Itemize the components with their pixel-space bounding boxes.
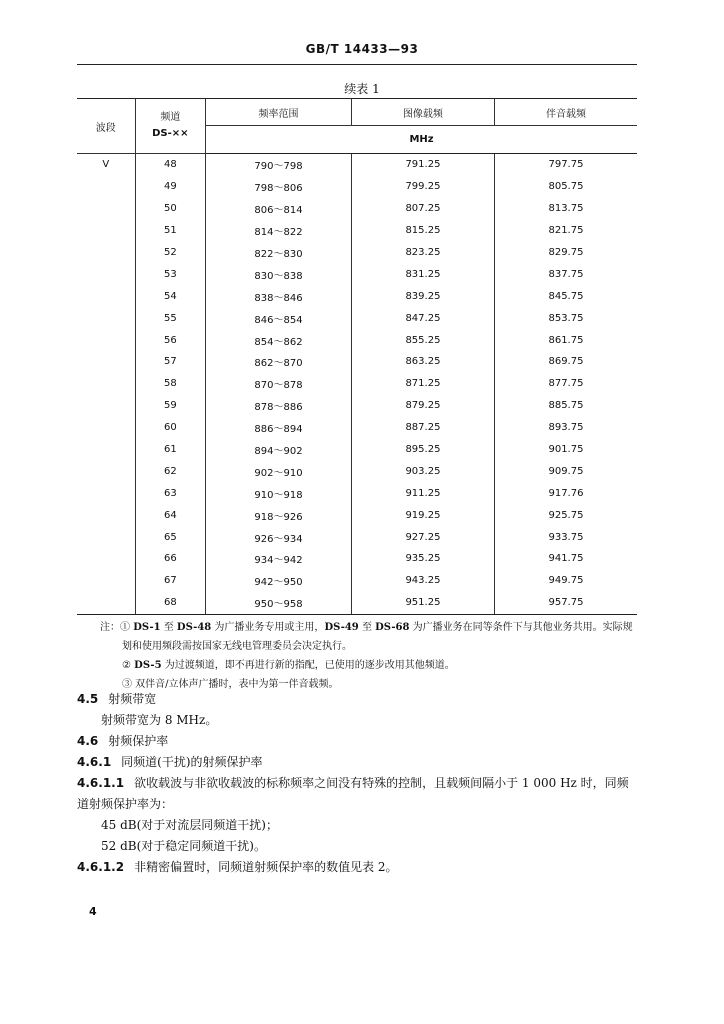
range-cell: 950～958 <box>206 592 352 614</box>
sound-carrier-cell: 917.76 <box>494 482 637 504</box>
band-cell <box>77 417 135 439</box>
table-row <box>77 242 637 264</box>
picture-carrier-cell: 871.25 <box>351 373 494 395</box>
sound-carrier-cell: 853.75 <box>494 307 637 329</box>
band-cell <box>77 351 135 373</box>
table-notes <box>100 618 640 694</box>
section-4-6-1-2-text: 4.6.1.2 非精密偏置时，同频道射频保护率的数值见表 2。 <box>77 860 398 874</box>
range-cell: 838～846 <box>206 285 352 307</box>
picture-carrier-cell: 807.25 <box>351 198 494 220</box>
channel-cell: 53 <box>135 263 206 285</box>
sound-carrier-cell: 877.75 <box>494 373 637 395</box>
note-1-continued: 划和使用频段需按国家无线电管理委员会决定执行。 <box>122 641 352 652</box>
section-4-5-text: 射频带宽为 8 MHz。 <box>101 713 218 727</box>
sound-carrier-cell: 957.75 <box>494 592 637 614</box>
section-4-6-heading: 4.6 射频保护率 <box>77 734 169 748</box>
picture-carrier-cell: 935.25 <box>351 548 494 570</box>
table-row <box>77 548 637 570</box>
channel-cell: 57 <box>135 351 206 373</box>
range-cell: 870～878 <box>206 373 352 395</box>
sound-carrier-cell: 941.75 <box>494 548 637 570</box>
section-4-5-heading: 4.5 射频带宽 <box>77 692 157 706</box>
table-row <box>77 439 637 461</box>
sound-carrier-cell: 901.75 <box>494 439 637 461</box>
channel-cell: 67 <box>135 570 206 592</box>
picture-carrier-cell: 895.25 <box>351 439 494 461</box>
header-band: 波段 <box>77 99 135 154</box>
range-cell: 862～870 <box>206 351 352 373</box>
range-cell: 854～862 <box>206 329 352 351</box>
range-cell: 878～886 <box>206 395 352 417</box>
channel-cell: 49 <box>135 176 206 198</box>
header-range: 频率范围 <box>206 99 352 126</box>
sound-carrier-cell: 837.75 <box>494 263 637 285</box>
picture-carrier-cell: 927.25 <box>351 526 494 548</box>
band-cell <box>77 592 135 614</box>
channel-cell: 51 <box>135 220 206 242</box>
table-row <box>77 329 637 351</box>
channel-cell: 61 <box>135 439 206 461</box>
channel-cell: 58 <box>135 373 206 395</box>
channel-cell: 65 <box>135 526 206 548</box>
band-cell <box>77 570 135 592</box>
band-cell <box>77 395 135 417</box>
channel-cell: 55 <box>135 307 206 329</box>
header-sound-carrier: 伴音载频 <box>494 99 637 126</box>
range-cell: 934～942 <box>206 548 352 570</box>
header-unit <box>206 126 637 154</box>
channel-cell: 56 <box>135 329 206 351</box>
table-row <box>77 351 637 373</box>
table-row <box>77 285 637 307</box>
sound-carrier-cell: 893.75 <box>494 417 637 439</box>
range-cell: 806～814 <box>206 198 352 220</box>
note-1: 注：① DS-1 至 DS-48 为广播业务专用或主用，DS-49 至 DS-68 为广播业务在同等条件下与其他业务共用。实际规 <box>100 622 633 633</box>
picture-carrier-cell: 839.25 <box>351 285 494 307</box>
channel-cell: 48 <box>135 154 206 176</box>
picture-carrier-cell: 799.25 <box>351 176 494 198</box>
range-cell: 926～934 <box>206 526 352 548</box>
note-3: ③ 双伴音/立体声广播时，表中为第一伴音载频。 <box>122 679 339 690</box>
table-row <box>77 592 637 614</box>
picture-carrier-cell: 863.25 <box>351 351 494 373</box>
range-cell: 910～918 <box>206 482 352 504</box>
band-cell <box>77 220 135 242</box>
table-row <box>77 395 637 417</box>
band-cell: V <box>102 159 110 171</box>
table-row <box>77 526 637 548</box>
document-header: GB/T 14433—93 <box>305 42 419 56</box>
sound-carrier-cell: 821.75 <box>494 220 637 242</box>
picture-carrier-cell: 879.25 <box>351 395 494 417</box>
sound-carrier-cell: 909.75 <box>494 460 637 482</box>
table-row <box>77 220 637 242</box>
range-cell: 830～838 <box>206 263 352 285</box>
table-row <box>77 198 637 220</box>
channel-cell: 59 <box>135 395 206 417</box>
protection-value-steady: 52 dB(对于稳定同频道干扰)。 <box>101 839 266 853</box>
picture-carrier-cell: 823.25 <box>351 242 494 264</box>
section-4-6-1-1-continued: 道射频保护率为： <box>77 797 174 811</box>
picture-carrier-cell: 831.25 <box>351 263 494 285</box>
table-row <box>77 176 637 198</box>
table-body <box>77 154 637 615</box>
section-4-6-1-1-text: 4.6.1.1 欲收载波与非欲收载波的标称频率之间没有特殊的控制，且载频间隔小于 1 000 Hz 时，同频 <box>77 776 629 790</box>
table-row <box>77 154 637 176</box>
band-cell <box>77 460 135 482</box>
range-cell: 790～798 <box>206 154 352 176</box>
channel-cell: 66 <box>135 548 206 570</box>
channel-cell: 68 <box>135 592 206 614</box>
table-row <box>77 504 637 526</box>
range-cell: 798～806 <box>206 176 352 198</box>
picture-carrier-cell: 903.25 <box>351 460 494 482</box>
unit-label: MHz <box>409 134 434 145</box>
picture-carrier-cell: 919.25 <box>351 504 494 526</box>
band-cell <box>77 373 135 395</box>
sound-carrier-cell: 861.75 <box>494 329 637 351</box>
range-cell: 942～950 <box>206 570 352 592</box>
band-cell <box>77 504 135 526</box>
sound-carrier-cell: 885.75 <box>494 395 637 417</box>
table-row <box>77 460 637 482</box>
sound-carrier-cell: 933.75 <box>494 526 637 548</box>
range-cell: 918～926 <box>206 504 352 526</box>
sound-carrier-cell: 845.75 <box>494 285 637 307</box>
header-picture-carrier: 图像载频 <box>351 99 494 126</box>
range-cell: 902～910 <box>206 460 352 482</box>
band-cell <box>77 526 135 548</box>
channel-cell: 50 <box>135 198 206 220</box>
band-cell <box>77 242 135 264</box>
channel-cell: 54 <box>135 285 206 307</box>
band-cell <box>77 439 135 461</box>
channel-cell: 64 <box>135 504 206 526</box>
table-caption: 续表 1 <box>344 82 380 96</box>
sound-carrier-cell: 805.75 <box>494 176 637 198</box>
note-2: ② DS-5 为过渡频道，即不再进行新的指配，已使用的逐步改用其他频道。 <box>122 660 455 671</box>
table-row <box>77 307 637 329</box>
picture-carrier-cell: 887.25 <box>351 417 494 439</box>
header-channel <box>135 99 206 154</box>
sound-carrier-cell: 797.75 <box>494 154 637 176</box>
range-cell: 846～854 <box>206 307 352 329</box>
header-rule <box>77 64 637 65</box>
band-cell <box>77 263 135 285</box>
picture-carrier-cell: 911.25 <box>351 482 494 504</box>
picture-carrier-cell: 791.25 <box>351 154 494 176</box>
channel-cell: 60 <box>135 417 206 439</box>
picture-carrier-cell: 847.25 <box>351 307 494 329</box>
band-cell <box>77 329 135 351</box>
band-cell <box>77 176 135 198</box>
frequency-table <box>77 98 637 615</box>
protection-value-tropospheric: 45 dB(对于对流层同频道干扰)； <box>101 818 278 832</box>
band-cell <box>77 198 135 220</box>
table-row <box>77 373 637 395</box>
range-cell: 814～822 <box>206 220 352 242</box>
header-channel-label: 频道 <box>160 112 181 123</box>
range-cell: 886～894 <box>206 417 352 439</box>
page-number: 4 <box>89 905 97 918</box>
channel-cell: 52 <box>135 242 206 264</box>
band-cell <box>77 482 135 504</box>
range-cell: 822～830 <box>206 242 352 264</box>
sound-carrier-cell: 949.75 <box>494 570 637 592</box>
table-row <box>77 263 637 285</box>
table-row <box>77 570 637 592</box>
band-cell <box>77 307 135 329</box>
band-cell <box>77 285 135 307</box>
sound-carrier-cell: 829.75 <box>494 242 637 264</box>
range-cell: 894～902 <box>206 439 352 461</box>
sound-carrier-cell: 813.75 <box>494 198 637 220</box>
picture-carrier-cell: 815.25 <box>351 220 494 242</box>
band-cell <box>77 548 135 570</box>
section-4-6-1-heading: 4.6.1 同频道(干扰)的射频保护率 <box>77 755 263 769</box>
picture-carrier-cell: 943.25 <box>351 570 494 592</box>
picture-carrier-cell: 951.25 <box>351 592 494 614</box>
picture-carrier-cell: 855.25 <box>351 329 494 351</box>
channel-cell: 63 <box>135 482 206 504</box>
table-row <box>77 417 637 439</box>
header-channel-code: DS-×× <box>152 128 189 139</box>
sound-carrier-cell: 869.75 <box>494 351 637 373</box>
table-row <box>77 482 637 504</box>
sound-carrier-cell: 925.75 <box>494 504 637 526</box>
channel-cell: 62 <box>135 460 206 482</box>
